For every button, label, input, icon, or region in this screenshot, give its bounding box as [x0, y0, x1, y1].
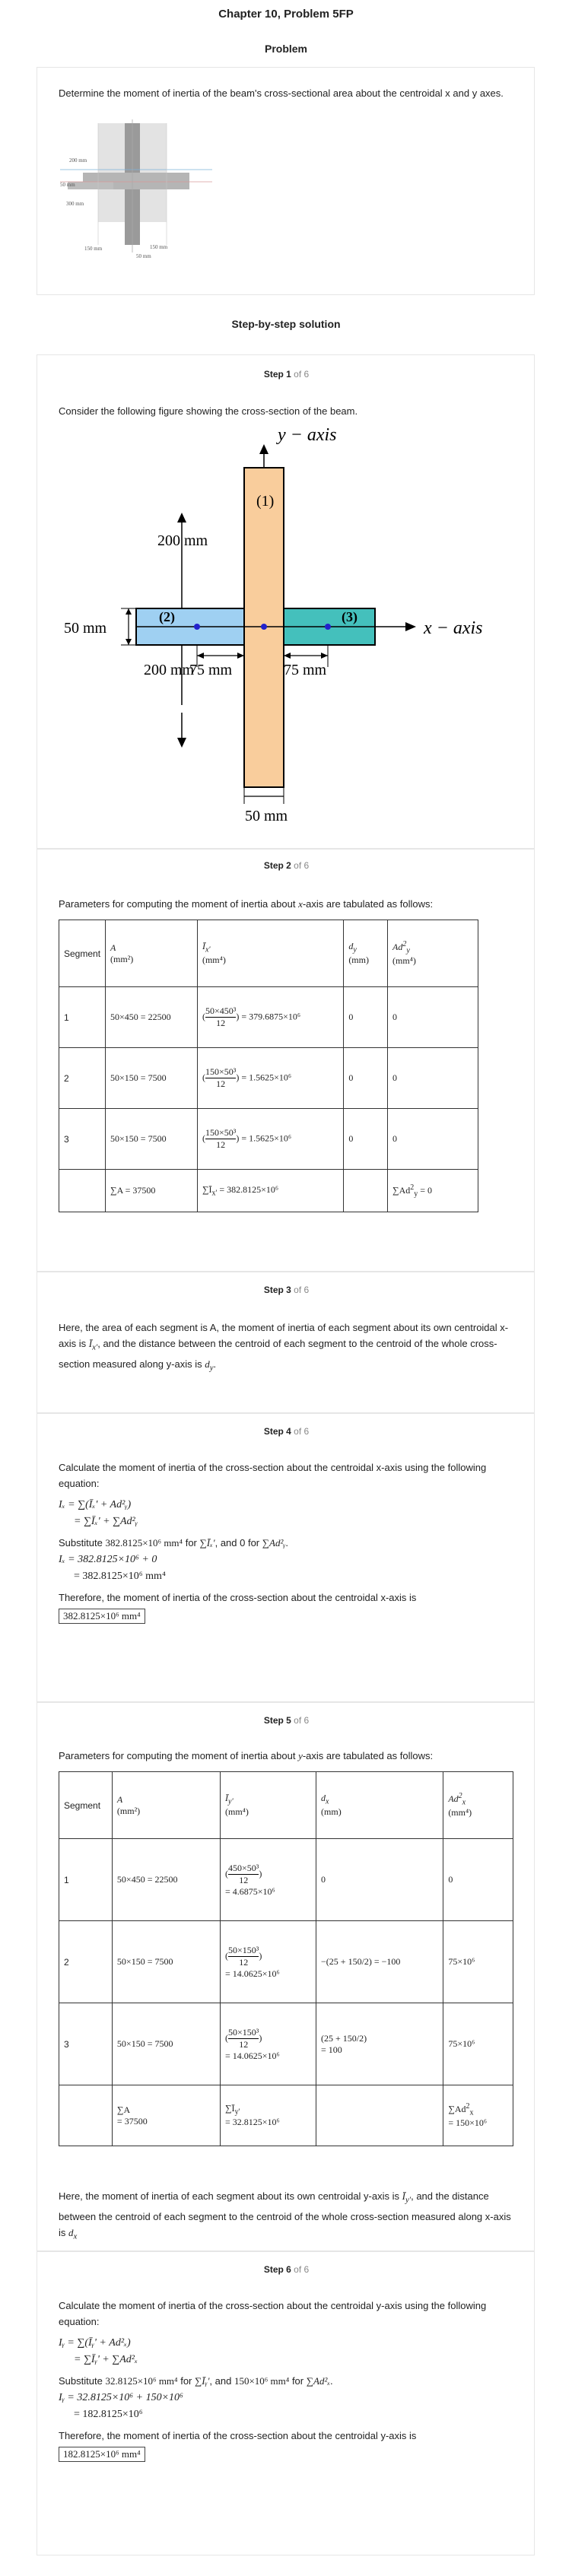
th-ibar: Ī	[202, 941, 205, 952]
th-area-unit: (mm²)	[110, 953, 134, 964]
th-ad-sup: 2	[402, 940, 407, 949]
step-5-intro: Parameters for computing the moment of inertia about y-axis are tabulated as follows:	[59, 1750, 434, 1761]
table-totals-row: ∑A = 37500 $\sum Ī_{x'} = 382.8125\times 10^6$ $\sum Ad^2_y = 0$	[59, 1170, 478, 1212]
fig-label-50mm-b: 50 mm	[136, 253, 151, 259]
step-6-eq1: Iᵧ = ∑(Īᵧ' + Ad²ₓ)	[59, 2337, 131, 2349]
problem-heading: Problem	[264, 43, 307, 55]
step-6-substitute: Substitute 32.8125×10⁶ mm⁴ for ∑Īᵧ', and 150×10⁶ mm⁴ for ∑Ad²ₓ.	[59, 2375, 333, 2387]
table-row: 3 50×150 = 7500 ( $\frac{\text{50×150³}}{12}$ ) = 14.0625×10⁶ (25 + 150/2) = 100 75×10⁶	[59, 2003, 513, 2085]
step-3-header: Step 3 of 6	[263, 1285, 310, 1295]
step-6-header: Step 6 of 6	[263, 2264, 310, 2275]
step-4-intro: Calculate the moment of inertia of the cross-section about the centroidal x-axis using the following equation:	[59, 1462, 487, 1489]
step-4-calc2: = 382.8125×10⁶ mm⁴	[74, 1571, 166, 1582]
step-6-answer: 182.8125×10⁶ mm⁴	[59, 2447, 145, 2462]
th-segment: Segment	[59, 920, 106, 987]
th-area: A	[110, 942, 116, 953]
step-6-card	[37, 2251, 535, 2555]
th-ad-unit: (mm⁴)	[392, 954, 416, 966]
th-d-unit: (mm)	[348, 954, 369, 965]
solution-heading: Step-by-step solution	[231, 318, 341, 330]
dim-75mm-right: 75 mm	[284, 662, 327, 678]
table-row: 1 50×450 = 22500 ( $\frac{\text{450×50³}}{12}$ ) = 4.6875×10⁶ 0 0	[59, 1839, 513, 1921]
step-2-intro: Parameters for computing the moment of inertia about x-axis are tabulated as follows:	[59, 898, 434, 910]
step-6-eq2: = ∑Īᵧ' + ∑Ad²ₓ	[74, 2354, 138, 2365]
th-ibar-unit: (mm⁴)	[202, 954, 226, 965]
table-row: 1 50×450 = 22500 ( $\frac{\text{50×450³}}{12}$ ) = 379.6875×10⁶ 0 0	[59, 987, 478, 1048]
step-4-eq2: = ∑Īₓ' + ∑Ad²ᵧ	[74, 1516, 138, 1527]
centroid-seg3	[325, 624, 331, 630]
dim-50mm-left: 50 mm	[64, 620, 107, 637]
problem-card	[37, 67, 535, 295]
th-ibar-sub: x'	[205, 945, 211, 954]
seg3-label: (3)	[342, 609, 358, 624]
step-3-text: Here, the area of each segment is A, the moment of inertia of each segment about its own centroidal x-axis is $Ī_{x'}$, and the distance between the centroid of each segment to the centroid of the whole cross-section measured along y-axis is $d_y$.	[59, 1322, 509, 1373]
chapter-title: Chapter 10, Problem 5FP	[218, 8, 354, 21]
seg2-label: (2)	[159, 609, 175, 624]
dim-75mm-left: 75 mm	[189, 662, 233, 678]
step-5-card	[37, 1702, 535, 2251]
step-4-calc1: Iₓ = 382.8125×10⁶ + 0	[59, 1554, 157, 1565]
step-6-conclusion: Therefore, the moment of inertia of the cross-section about the centroidal y-axis is	[59, 2430, 417, 2441]
x-axis-table	[59, 920, 478, 1212]
fig-label-300mm: 300 mm	[66, 201, 84, 207]
step-6-intro: Calculate the moment of inertia of the cross-section about the centroidal y-axis using the following equation:	[59, 2300, 487, 2327]
y-axis-label: y − axis	[278, 425, 337, 445]
fig-label-150mm-b: 150 mm	[150, 244, 168, 250]
th-segment-y: Segment	[59, 1772, 113, 1839]
dim-50mm-bottom: 50 mm	[245, 808, 288, 824]
step-1-card	[37, 354, 535, 849]
step-5-after: Here, the moment of inertia of each segment about its own centroidal y-axis is $Ī_{y'}$, and the distance between the centroid of each segment to the centroid of the whole cross-section measured along x-axis is $d_x$	[59, 2190, 511, 2241]
th-ad-sub: y	[406, 946, 410, 955]
step-5-header: Step 5 of 6	[263, 1715, 310, 1726]
step-4-answer: 382.8125×10⁶ mm⁴	[59, 1609, 145, 1624]
table-row: 3 50×150 = 7500 ( $\frac{\text{150×50³}}{12}$ ) = 1.5625×10⁶ 0 0	[59, 1109, 478, 1170]
th-ad: Ad	[392, 942, 403, 953]
step-6-calc2: = 182.8125×10⁶	[74, 2409, 143, 2420]
step-6-calc1: Iᵧ = 32.8125×10⁶ + 150×10⁶	[59, 2392, 183, 2403]
step-4-substitute: Substitute 382.8125×10⁶ mm⁴ for ∑Īₓ', and 0 for ∑Ad²ᵧ.	[59, 1537, 288, 1548]
table-row: 2 50×150 = 7500 ( $\frac{\text{50×150³}}{12}$ ) = 14.0625×10⁶ −(25 + 150/2) = −100 75×10⁶	[59, 1921, 513, 2003]
step-3-card	[37, 1272, 535, 1413]
dim-200mm-top: 200 mm	[157, 532, 208, 549]
th-d: d	[348, 941, 354, 952]
centroid-seg1	[261, 624, 267, 630]
fig-label-150mm-a: 150 mm	[84, 246, 103, 252]
dim-200mm-bottom: 200 mm	[144, 662, 195, 678]
step-1-header: Step 1 of 6	[263, 369, 310, 380]
beam-cross-section-figure	[37, 424, 535, 850]
table-totals-row: ∑A = 37500 $\sum Ī_{y'}$ = 32.8125×10⁶ $\sum Ad^2_x$ = 150×10⁶	[59, 2085, 513, 2146]
problem-figure	[60, 119, 212, 264]
x-axis-label: x − axis	[424, 618, 483, 638]
fig-label-50mm: 50 mm	[60, 182, 75, 188]
seg1-label: (1)	[256, 493, 275, 510]
step-4-conclusion: Therefore, the moment of inertia of the cross-section about the centroidal x-axis is	[59, 1592, 417, 1603]
problem-text: Determine the moment of inertia of the beam's cross-sectional area about the centroidal x and y axes.	[59, 87, 504, 99]
table-row: 2 50×150 = 7500 ( $\frac{\text{150×50³}}{12}$ ) = 1.5625×10⁶ 0 0	[59, 1048, 478, 1109]
fig-label-200mm: 200 mm	[69, 157, 87, 164]
step-2-header: Step 2 of 6	[263, 860, 310, 871]
step-4-card	[37, 1413, 535, 1702]
centroid-seg2	[194, 624, 200, 630]
step-2-card	[37, 849, 535, 1272]
step-1-text: Consider the following figure showing the cross-section of the beam.	[59, 405, 358, 417]
step-4-header: Step 4 of 6	[263, 1426, 310, 1437]
th-d-sub: y	[353, 945, 357, 954]
step-4-eq1: Iₓ = ∑(Īₓ' + Ad²ᵧ)	[59, 1499, 132, 1510]
y-axis-table: Segment A (mm²) $Ī_{y'}$ (mm⁴) $d_x$ (mm) $Ad^2_x$ (mm⁴) 1 50×450 = 22500 ( $\frac{\text{450×50³}}{12}$ ) = 4.6875×10⁶ 0 0 2 50×150 = 7500 ( $\frac{\text{50×150³}}{12}$ ) = 14.0625×10⁶ −(25 + 150/2) = −100 75×10⁶ 3 50×150 = 7500 ( $\frac{\text{50×150³}}{12}$ ) = 14.0625×10⁶ (25 + 150/2) = 100 75×10⁶ ∑A = 37500 $\sum Ī_{y'}$ = 32.8125×10⁶ $\sum Ad^2_x$ = 150×10⁶	[59, 1771, 513, 2146]
